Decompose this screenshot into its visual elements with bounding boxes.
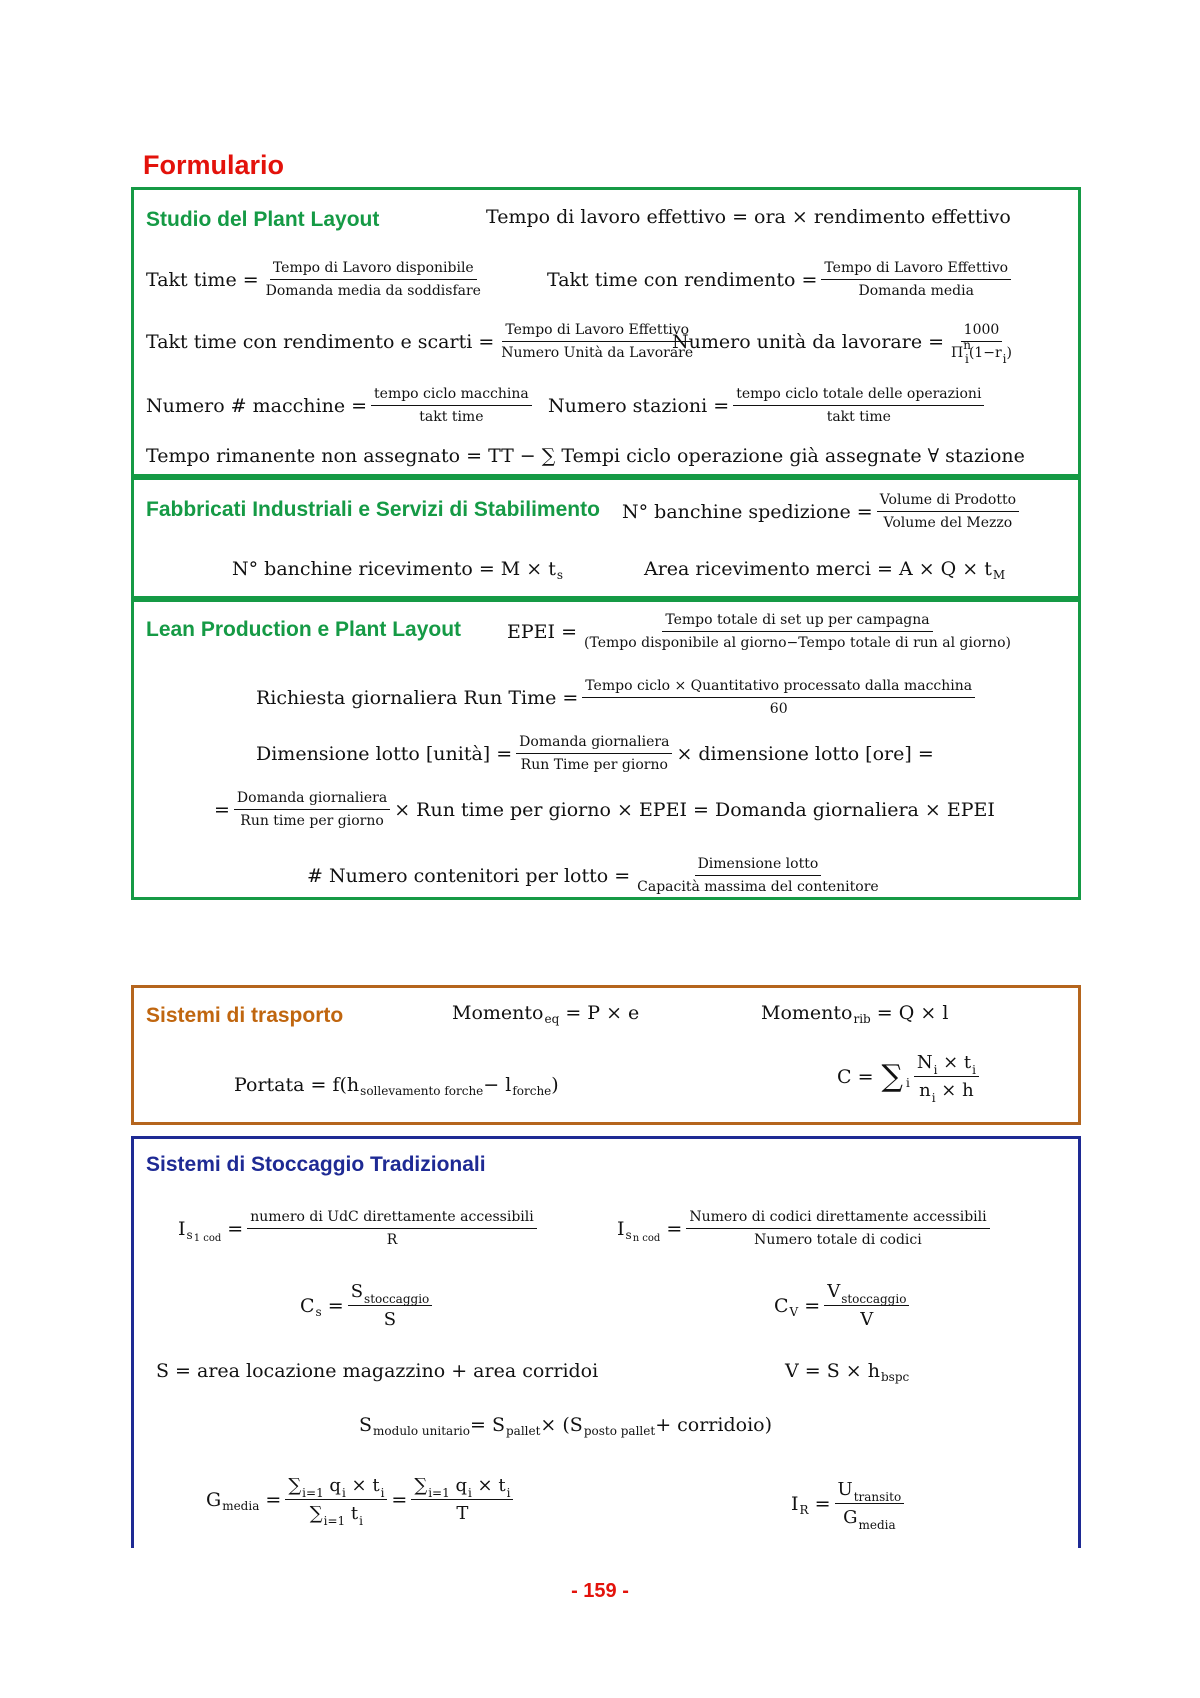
formula-v-definizione: V = S × h bspc xyxy=(785,1360,910,1384)
formula-is-ncod: I s n cod = $\frac{\text{Numero di codici direttamente accessibili}}{\text{Numero totale di codici}}$ xyxy=(617,1209,994,1248)
formula-epei: EPEI = $\frac{\text{Tempo totale di set up per campagna}}{\text{(Tempo disponibile al giorno−Tempo totale di run al giorno)}}$ xyxy=(507,612,1011,651)
formula-c: C = ∑ i $\frac{N_i \times t_i}{n_i \times h}$ xyxy=(837,1052,983,1101)
formula-banchine-spedizione: N° banchine spedizione = $\frac{\text{Volume di Prodotto}}{\text{Volume del Mezzo}}$ xyxy=(622,492,1023,531)
formula-dimensione-lotto-2: = $\frac{\text{Domanda giornaliera}}{\text{Run time per giorno}}$ × Run time per giorno × EPEI = Domanda giornaliera × EPEI xyxy=(214,790,995,829)
section-heading: Studio del Plant Layout xyxy=(146,208,380,231)
formula-s-definizione: S = area locazione magazzino + area corridoi xyxy=(156,1360,599,1382)
section-heading: Fabbricati Industriali e Servizi di Stabilimento xyxy=(146,498,600,521)
formula-portata: Portata = f(h sollevamento forche − l forche ) xyxy=(234,1074,559,1098)
section-lean xyxy=(131,599,1081,900)
section-fabbricati xyxy=(131,477,1081,599)
section-plant-layout xyxy=(131,187,1081,477)
formula-numero-macchine: Numero # macchine = $\frac{\text{tempo ciclo macchina}}{\text{takt time}}$ xyxy=(146,386,536,425)
formula-takt-rendimento: Takt time con rendimento = $\frac{\text{Tempo di Lavoro Effettivo}}{\text{Domanda media}}$ xyxy=(547,260,1015,299)
section-heading: Sistemi di Stoccaggio Tradizionali xyxy=(146,1153,486,1176)
section-heading: Lean Production e Plant Layout xyxy=(146,618,462,641)
formula-momento-rib: Momento rib = Q × l xyxy=(761,1002,949,1026)
formula-tempo-rimanente: Tempo rimanente non assegnato = TT − ∑ Tempi ciclo operazione già assegnate ∀ stazione xyxy=(146,445,1025,467)
formula-cv: C V = $\frac{V_{stoccaggio}}{V}$ xyxy=(774,1281,913,1330)
page-title: Formulario xyxy=(143,150,285,180)
formula-run-time: Richiesta giornaliera Run Time = $\frac{\text{Tempo ciclo × Quantitativo processato dalla macchina}}{60}$ xyxy=(256,678,979,717)
formula-numero-unita: Numero unità da lavorare = $\frac{1000}{\text{Πni(1−ri)}}$ xyxy=(672,322,1012,366)
formula-dimensione-lotto: Dimensione lotto [unità] = $\frac{\text{Domanda giornaliera}}{\text{Run Time per giorno}}$ × dimensione lotto [ore] = xyxy=(256,734,934,773)
formula-tempo-effettivo: Tempo di lavoro effettivo = ora × rendimento effettivo xyxy=(486,206,1011,228)
formula-numero-contenitori: # Numero contenitori per lotto = $\frac{\text{Dimensione lotto}}{\text{Capacità massima del contenitore}}$ xyxy=(307,856,879,895)
formula-s-modulo: S modulo unitario = S pallet × (S posto pallet + corridoio) xyxy=(359,1414,772,1438)
formula-g-media: G media = $\frac{\sum_{i=1} q_i \times t_i}{\sum_{i=1} t_i}$ = $\frac{\sum_{i=1} q_i \times t_i}{T}$ xyxy=(206,1475,517,1524)
formula-area-ricevimento: Area ricevimento merci = A × Q × t M xyxy=(644,558,1006,582)
section-stoccaggio xyxy=(131,1136,1081,1548)
formula-takt-time: Takt time = $\frac{\text{Tempo di Lavoro disponibile}}{\text{Domanda media da soddisfare}}$ xyxy=(146,260,481,299)
formula-is-1cod: I s 1 cod = $\frac{\text{numero di UdC direttamente accessibili}}{R}$ xyxy=(178,1209,541,1248)
formula-ir: I R = $\frac{U_{transito}}{G_{media}}$ xyxy=(791,1479,908,1528)
section-trasporto xyxy=(131,985,1081,1125)
formula-cs: C s = $\frac{S_{stoccaggio}}{S}$ xyxy=(300,1281,436,1330)
page-number: - 159 - xyxy=(571,1580,629,1602)
formula-numero-stazioni: Numero stazioni = $\frac{\text{tempo ciclo totale delle operazioni}}{\text{takt time}}$ xyxy=(548,386,988,425)
formula-momento-eq: Momento eq = P × e xyxy=(452,1002,640,1026)
section-heading: Sistemi di trasporto xyxy=(146,1004,344,1027)
formula-banchine-ricevimento: N° banchine ricevimento = M × t s xyxy=(232,558,564,582)
formula-takt-scarti: Takt time con rendimento e scarti = $\frac{\text{Tempo di Lavoro Effettivo}}{\text{Numero Unità da Lavorare}}$ xyxy=(146,322,694,361)
